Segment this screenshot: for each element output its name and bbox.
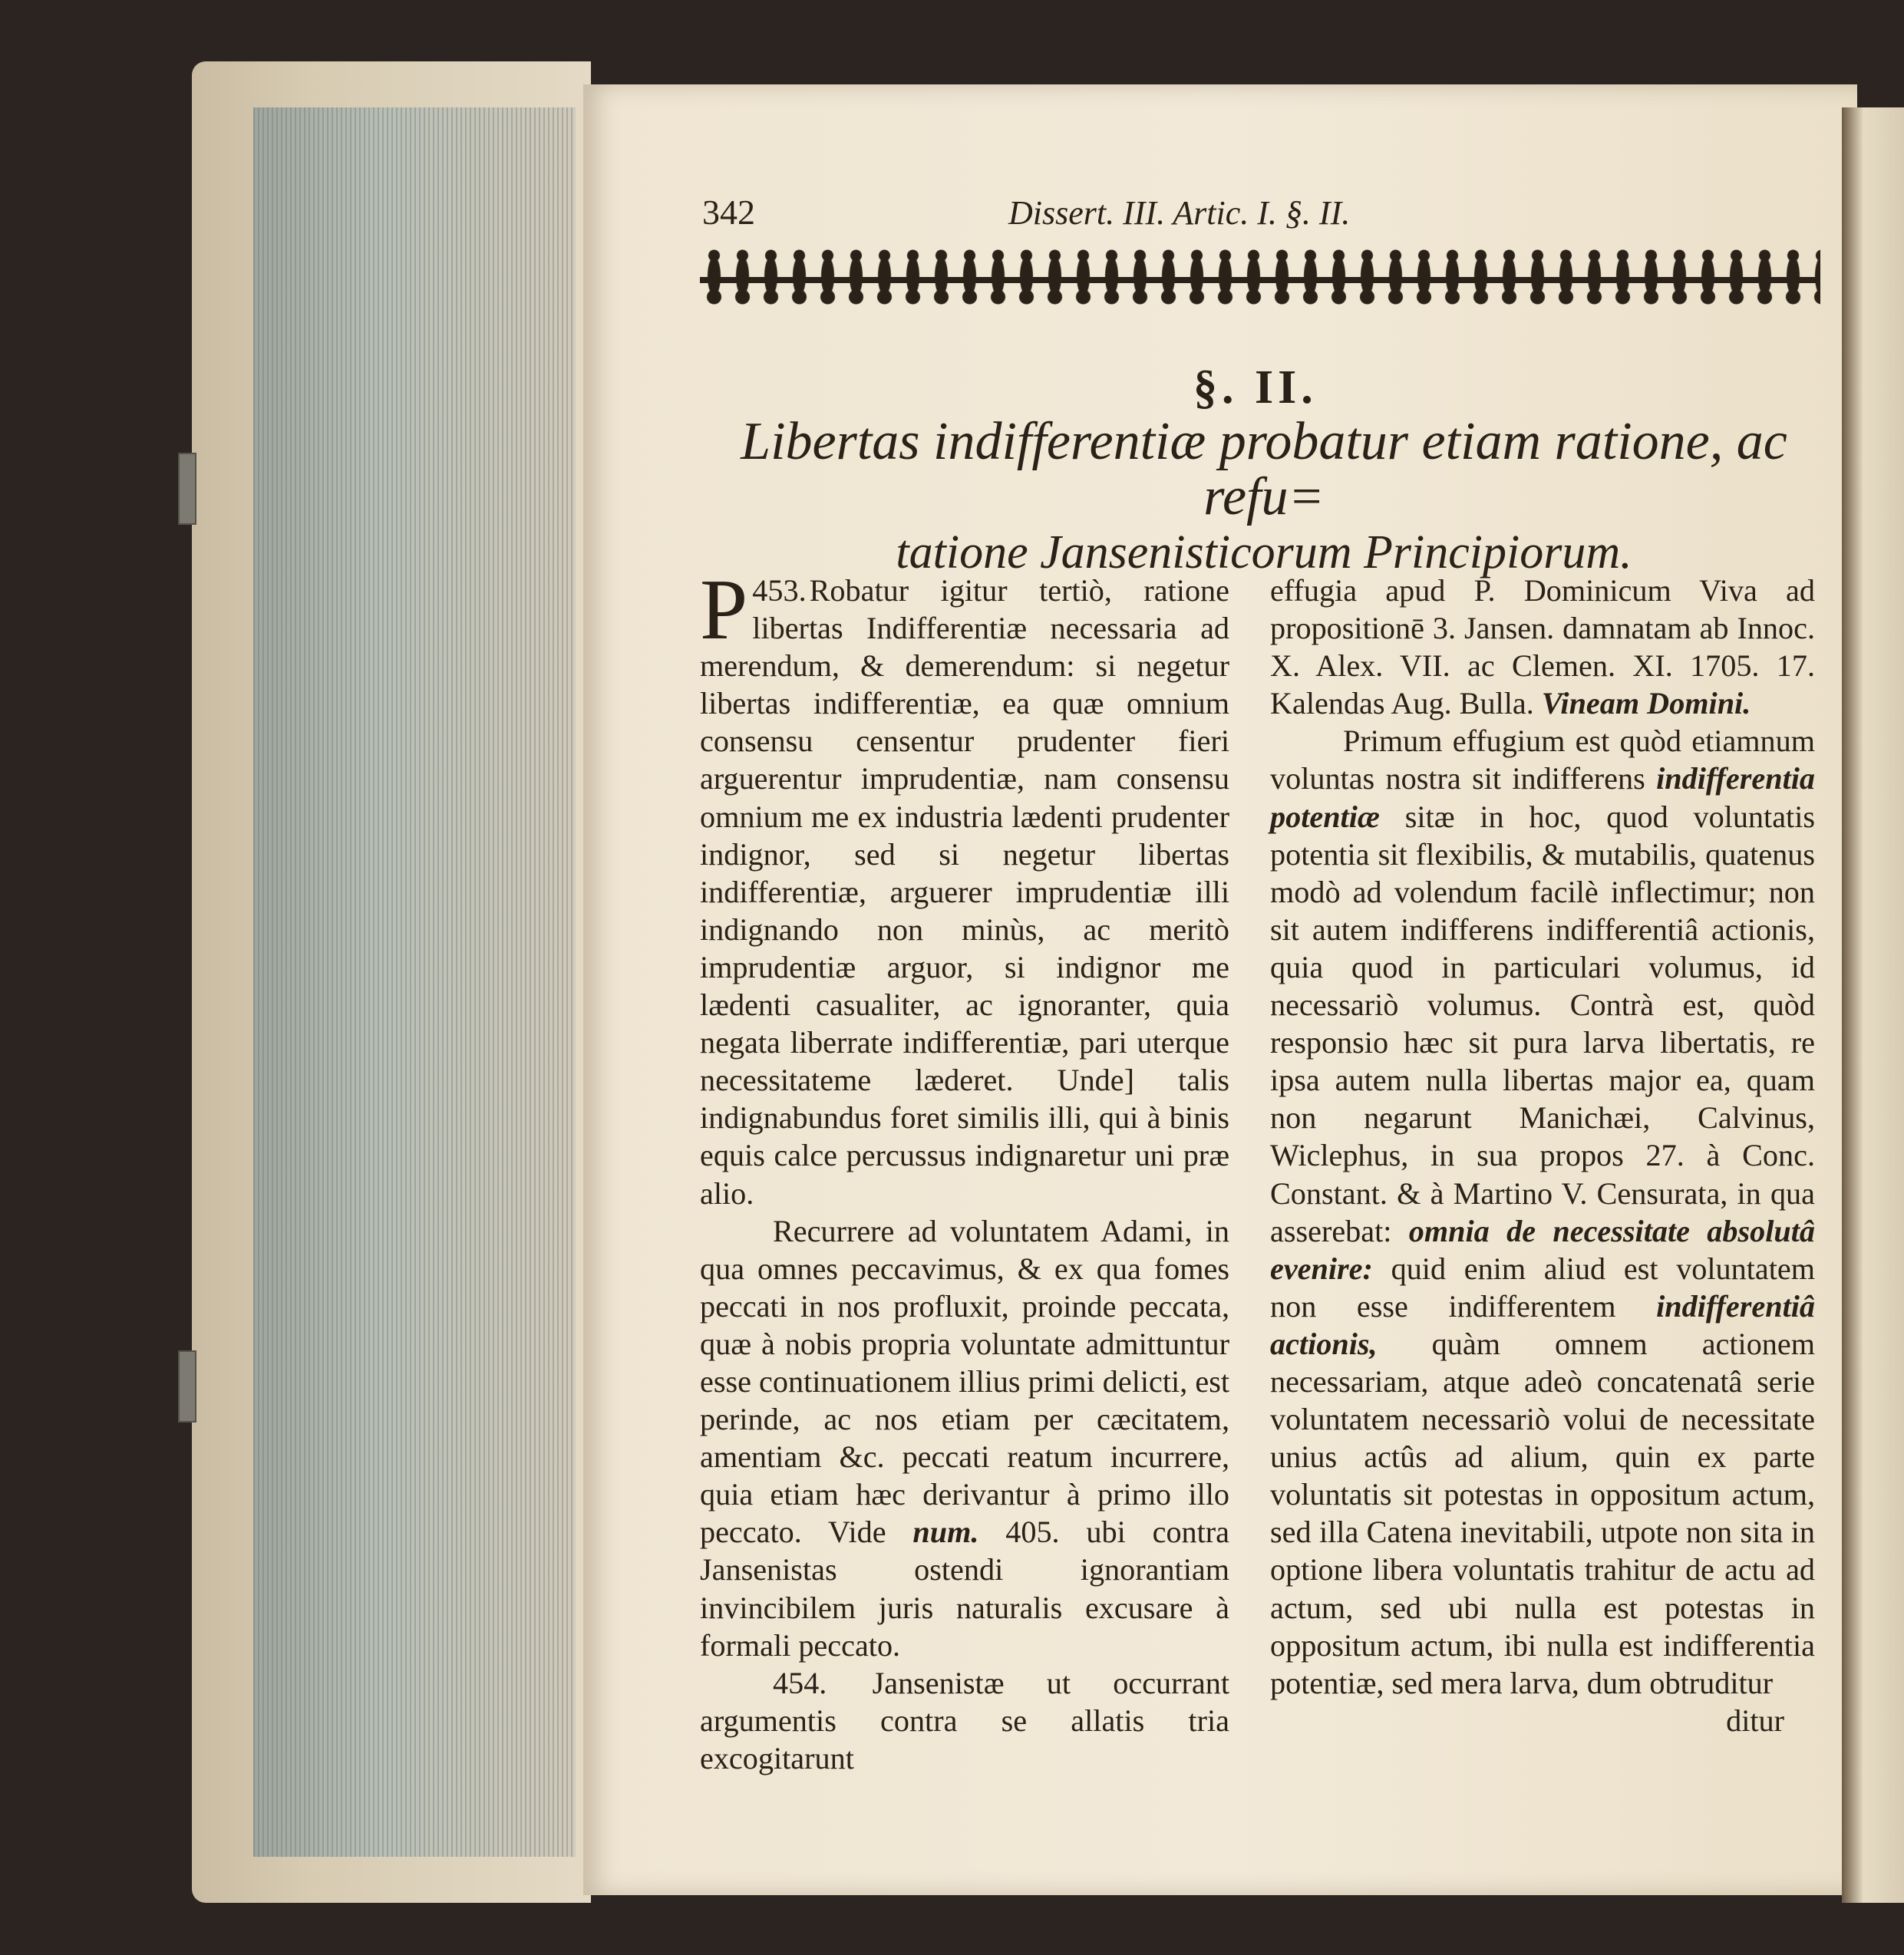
clasp bbox=[178, 1350, 196, 1423]
paragraph-text: quàm omnem actionem necessariam, atque adeò concatenatâ serie voluntatem necessariò volui de necessitate unius actûs ad alium, quin ex parte voluntatis sit potestas in oppositum actum, sed illa Catena inevitabili, utpote non sita in optione libera voluntatis trahitur de actu ad actum, sed ubi nulla est potestas in oppositum actum, ibi nulla est indifferentia potentiæ, sed mera larva, dum obtruditur bbox=[1270, 1326, 1815, 1700]
paragraph-text: quid enim aliud est voluntatem non esse indifferentem bbox=[1270, 1251, 1815, 1324]
paragraph bbox=[700, 1212, 1229, 1664]
emphasis: indifferentia potentiæ bbox=[1270, 761, 1815, 834]
section-title-line1: Libertas indifferentiæ probatur etiam ratione, ac refu= bbox=[741, 412, 1787, 526]
emphasis: indifferentiâ actionis, bbox=[1270, 1288, 1815, 1361]
section-title-line2: tatione Jansenisticorum Principiorum. bbox=[896, 526, 1632, 579]
page-number: 342 bbox=[702, 193, 755, 232]
paragraph-text: sitæ in hoc, quod voluntatis potentia sit flexibilis, & mutabilis, quatenus modò ad volendum facilè inflectimur; non sit autem indifferens indifferentiâ actionis, quia quod in particulari volumus, id necessariò volumus. Contrà est, quòd responsio hæc sit pura larva libertatis, re ipsa autem nulla libertas major ea, quam non negarunt Manichæi, Calvinus, Wiclephus, in sua propos 27. à Conc. Constant. & à Martino V. Censurata, in qua asserebat: bbox=[1270, 799, 1816, 1248]
ornament-band bbox=[700, 242, 1820, 318]
catchword: ditur bbox=[1726, 1703, 1784, 1738]
paragraph-text: Jansenistæ ut occurrant argumentis contra se allatis tria excogitarunt bbox=[700, 1665, 1230, 1775]
paragraph-text: Recurrere ad voluntatem Adami, in qua omnes peccavimus, & ex qua fomes peccati in nos profluxit, proinde peccata, quæ à nobis propria voluntate admittuntur esse continuationem illius primi delicti, est perinde, ac nos etiam per cæcitatem, amentiam &c. peccati reatum incurrere, quia etiam hæc derivantur à primo illo peccato. Vide bbox=[700, 1213, 1229, 1550]
paragraph-text: Robatur igitur tertiò, ratione libertas Indifferentiæ necessaria ad merendum, & demerendum: si negetur libertas indifferentiæ, ea quæ omnium consensu censentur prudenter fieri arguerentur imprudentiæ, nam consensu omnium me ex industria lædenti prudenter indignor, sed si negetur libertas indifferentiæ, arguerer imprudentiæ illi indignando non minùs, ac meritò imprudentiæ arguor, si indignor me lædenti casualiter, ac ignoranter, quia negata liberrate indifferentiæ, pari uterque necessitateme læderet. Unde] talis indignabundus foret similis illi, qui à binis equis calce percussus indignaretur uni præ alio. bbox=[700, 573, 1229, 1211]
paragraph-text: effugia apud P. Dominicum Viva ad propositionē 3. Jansen. damnatam ab Innoc. X. Alex. VII. ac Clemen. XI. 1705. 17. Kalendas Aug. Bulla. bbox=[1270, 573, 1815, 721]
paragraph bbox=[1270, 572, 1815, 722]
section-title bbox=[700, 414, 1828, 580]
paragraph-453 bbox=[700, 562, 1229, 1212]
paragraph-number: 453. bbox=[752, 573, 807, 608]
running-title: Dissert. III. Artic. I. §. II. bbox=[1008, 194, 1351, 232]
paragraph-text: Primum effugium est quòd etiamnum voluntas nostra sit indifferens bbox=[1270, 724, 1815, 796]
section-mark: §. II. bbox=[1193, 361, 1318, 414]
clasp bbox=[178, 453, 196, 525]
emphasis: omnia de necessitate absolutâ evenire: bbox=[1270, 1213, 1816, 1286]
right-column bbox=[1270, 572, 1815, 1739]
page-edges bbox=[253, 107, 576, 1857]
emphasis: Vineam Domini. bbox=[1541, 686, 1751, 721]
running-head bbox=[702, 192, 1815, 246]
drop-cap: P bbox=[700, 562, 748, 658]
left-column bbox=[700, 562, 1230, 1777]
paragraph-number: 454. bbox=[773, 1665, 827, 1700]
paragraph-454 bbox=[700, 1664, 1229, 1777]
paragraph bbox=[1270, 722, 1815, 1701]
paragraph-text: 405. ubi contra Jansenistas ostendi ignorantiam invincibilem juris naturalis excusare à formali peccato. bbox=[700, 1515, 1230, 1663]
emphasis: num. bbox=[912, 1515, 979, 1550]
next-page-edge bbox=[1842, 107, 1904, 1903]
